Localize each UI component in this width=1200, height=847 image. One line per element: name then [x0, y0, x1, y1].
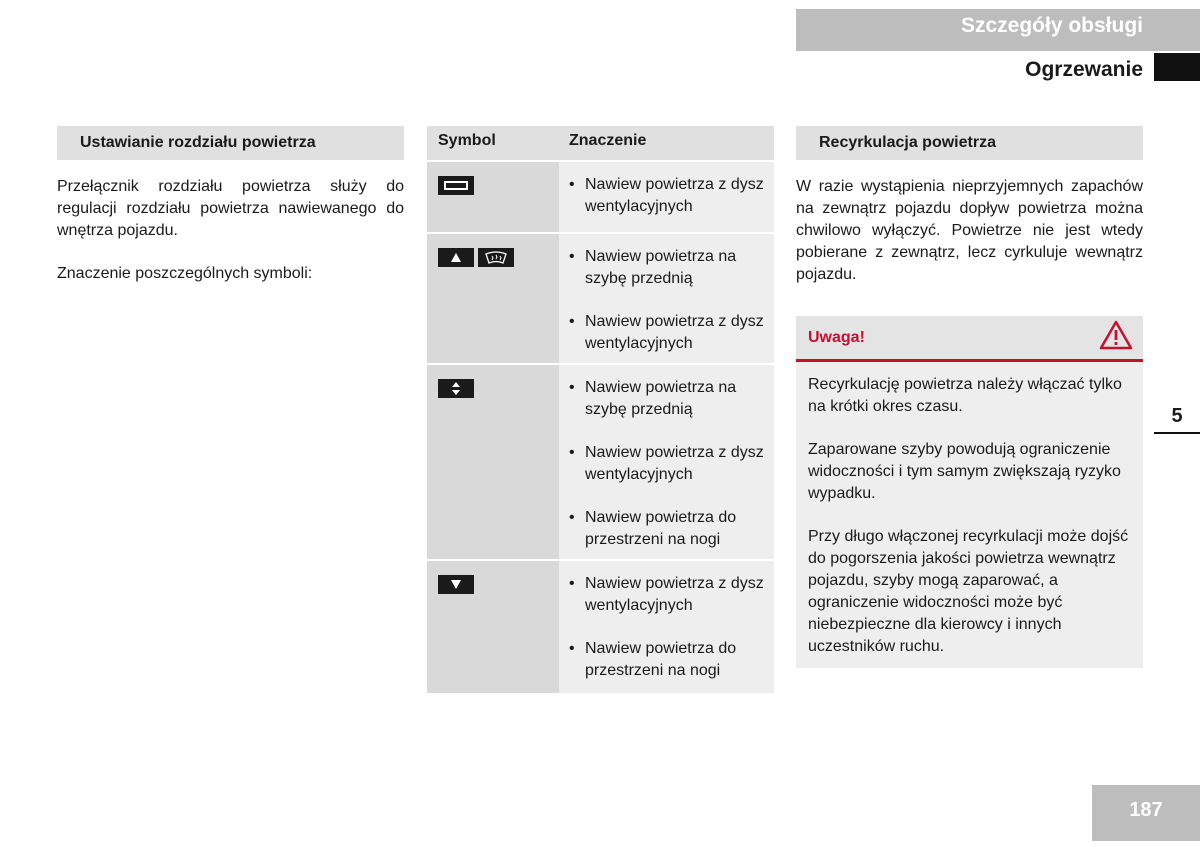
up-down-arrow-key-icon [438, 379, 474, 398]
chapter-side-tab[interactable]: 5 [1154, 400, 1200, 434]
warning-body [796, 362, 1143, 668]
symbol-cell [427, 365, 559, 559]
windscreen-defrost-key-icon [478, 248, 514, 267]
section-title: Szczegóły obsługi [960, 14, 1143, 37]
column-header-meaning: Znaczenie [569, 132, 647, 149]
warning-paragraph: Recyrkulację powietrza należy włączać tylko na krótki okres czasu. [808, 376, 1122, 415]
table-row [427, 162, 774, 234]
meaning-cell [559, 162, 774, 232]
down-arrow-key-icon [438, 575, 474, 594]
list-item: • Nawiew powietrza z dysz wentylacyjnych [569, 444, 764, 483]
symbol-table [427, 126, 774, 695]
list-item: • Nawiew powietrza z dysz wentylacyjnych [569, 176, 764, 215]
left-intro-paragraph: Przełącznik rozdziału powietrza służy do regulacji rozdziału powietrza nawiewanego do wnętrza pojazdu. [57, 178, 404, 239]
warning-paragraph: Przy długo włączonej recyrkulacji może dojść do pogorszenia jakości powietrza wewnątrz pojazdu, szyby mogą zaparować, a ograniczenie widoczności może być niebezpieczne dla kierowcy i innych uczestników ruchu. [808, 528, 1129, 655]
meaning-cell [559, 365, 774, 559]
table-header [427, 126, 774, 162]
table-row [427, 234, 774, 365]
warning-box [796, 316, 1143, 668]
table-row [427, 365, 774, 561]
meaning-cell [559, 561, 774, 693]
symbol-cell [427, 162, 559, 232]
section-header [796, 9, 1200, 51]
left-symbols-paragraph: Znaczenie poszczególnych symboli: [57, 265, 313, 282]
recirculation-paragraph: W razie wystąpienia nieprzyjemnych zapachów na zewnątrz pojazdu dopływ powietrza można chwilowo wyłączyć. Powietrze nie jest wtedy pobierane z zewnątrz, lecz cyrkuluje wewnątrz pojazdu. [796, 178, 1143, 283]
symbol-cell [427, 561, 559, 693]
warning-header [796, 316, 1143, 362]
warning-triangle-icon [1099, 320, 1133, 355]
warning-title: Uwaga! [808, 328, 865, 346]
chapter-title: Ogrzewanie [1025, 58, 1143, 81]
vents-key-icon [438, 176, 474, 195]
right-section-title: Recyrkulacja powietrza [796, 126, 1143, 160]
list-item: • Nawiew powietrza z dysz wentylacyjnych [569, 313, 764, 352]
list-item: • Nawiew powietrza do przestrzeni na nogi [569, 509, 737, 548]
meaning-cell [559, 234, 774, 363]
list-item: • Nawiew powietrza na szybę przednią [569, 379, 737, 418]
page-number: 187 [1092, 785, 1200, 841]
symbol-cell [427, 234, 559, 363]
warning-paragraph: Zaparowane szyby powodują ograniczenie widoczności i tym samym zwiększają ryzyko wypadku. [808, 441, 1121, 502]
left-section-title: Ustawianie rozdziału powietrza [57, 126, 404, 160]
list-item: • Nawiew powietrza do przestrzeni na nogi [569, 640, 737, 679]
up-arrow-key-icon [438, 248, 474, 267]
list-item: • Nawiew powietrza z dysz wentylacyjnych [569, 575, 764, 614]
table-row [427, 561, 774, 695]
list-item: • Nawiew powietrza na szybę przednią [569, 248, 737, 287]
column-header-symbol: Symbol [438, 132, 496, 149]
chapter-marker [1154, 53, 1200, 81]
